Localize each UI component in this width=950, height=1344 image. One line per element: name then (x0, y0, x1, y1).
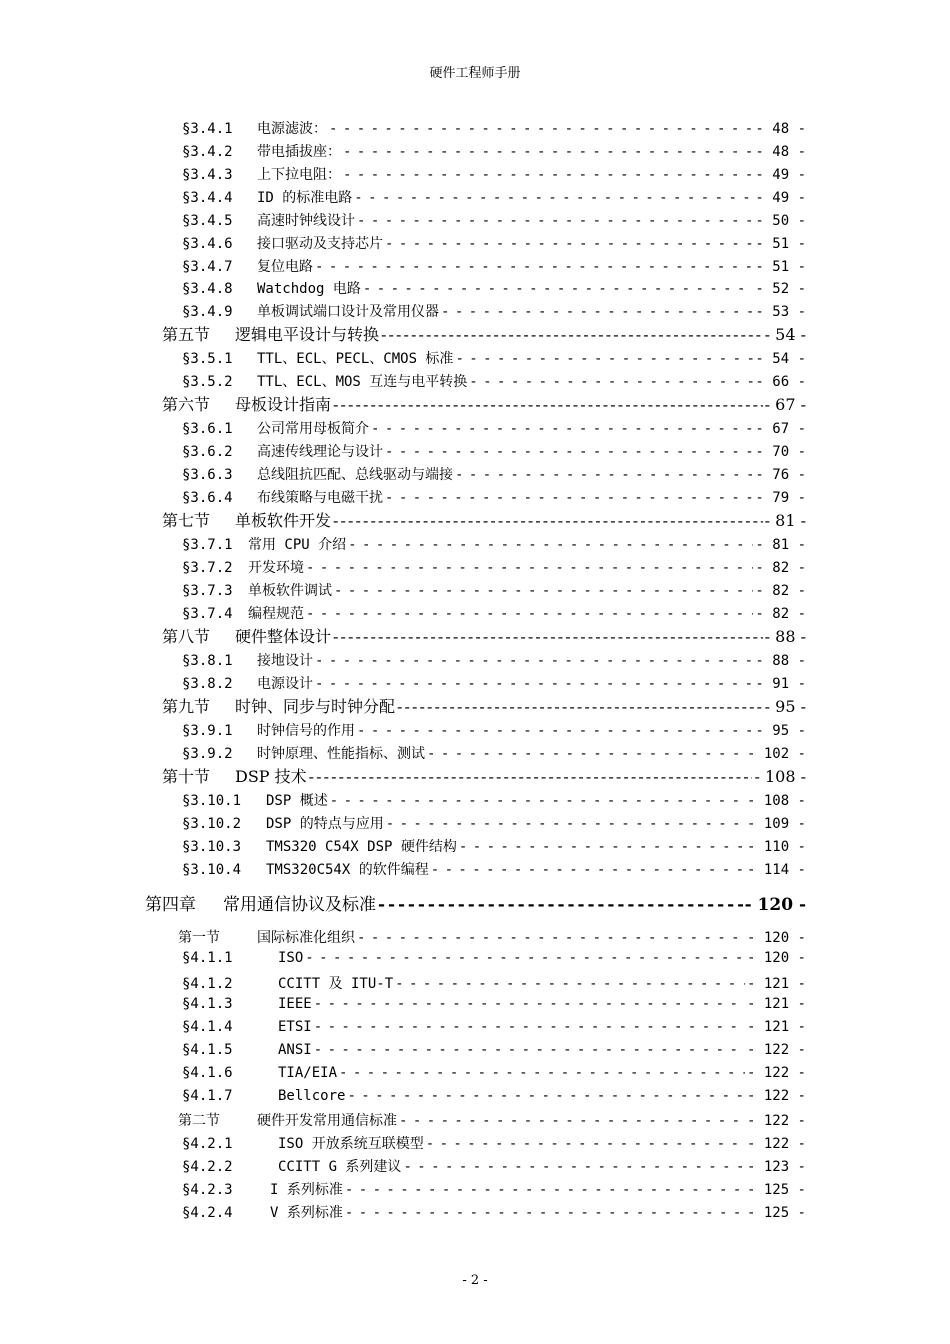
toc-entry-number: §3.10.3 (182, 839, 242, 855)
toc-entry-number: §4.1.1 (182, 950, 233, 966)
toc-entry-page: - 109 - (746, 816, 806, 832)
dot-leader (427, 746, 745, 762)
toc-entry-page: - 125 - (746, 1205, 806, 1221)
toc-entry-title: ID 的标准电路 (257, 190, 353, 206)
dot-leader (305, 950, 745, 966)
toc-entry[interactable] (182, 557, 806, 577)
toc-entry-title: ETSI (278, 1019, 312, 1035)
toc-entry-title: TTL、ECL、PECL、CMOS 标准 (257, 351, 454, 367)
toc-entry-number: §3.4.6 (182, 236, 233, 252)
dot-leader (354, 190, 753, 206)
toc-entry[interactable] (182, 603, 806, 623)
toc-entry[interactable] (182, 164, 806, 184)
toc-entry-page: - 53 - (755, 304, 806, 320)
toc-entry-page: - 88 - (764, 627, 806, 646)
toc-section-heading[interactable] (162, 508, 806, 531)
toc-entry[interactable] (182, 1019, 806, 1035)
toc-entry-page: - 120 - (746, 950, 806, 966)
toc-entry-page: - 122 - (746, 1113, 806, 1129)
dot-leader (314, 996, 745, 1012)
page-number: - 2 - (462, 1273, 488, 1288)
toc-entry-page: - 79 - (755, 490, 806, 506)
toc-entry[interactable] (182, 673, 806, 693)
toc-entry-title: TTL、ECL、MOS 互连与电平转换 (257, 374, 468, 390)
toc-entry-number: §3.4.4 (182, 190, 233, 206)
toc-entry[interactable] (182, 720, 806, 740)
toc-entry-page: - 88 - (755, 653, 806, 669)
toc-entry-number: §4.1.6 (182, 1065, 233, 1081)
toc-entry-number: §4.1.3 (182, 996, 233, 1012)
toc-entry-number: 第四章 (145, 895, 196, 915)
toc-entry-number: §3.6.4 (182, 490, 233, 506)
toc-entry-number: §3.7.4 (182, 606, 233, 622)
dot-leader (330, 793, 745, 809)
toc-entry-title: ANSI (278, 1042, 312, 1058)
dot-leader (357, 213, 753, 229)
dot-leader (455, 351, 753, 367)
toc-entry[interactable] (182, 996, 806, 1012)
toc-entry-page: - 123 - (746, 1159, 806, 1175)
toc-entry[interactable] (182, 301, 806, 321)
toc-entry-title: 常用 CPU 介绍 (248, 537, 347, 553)
toc-entry-page: - 67 - (755, 421, 806, 437)
dot-leader (333, 511, 763, 530)
toc-entry-title: 硬件整体设计 (235, 627, 332, 646)
toc-entry-number: 第五节 (162, 325, 211, 344)
toc-entry-title: ISO 开放系统互联模型 (278, 1136, 424, 1152)
toc-entry-number: §3.10.1 (182, 793, 242, 809)
toc-entry-page: - 122 - (746, 1088, 806, 1104)
toc-entry[interactable] (182, 256, 806, 276)
toc-entry-number: §3.6.3 (182, 467, 233, 483)
toc-entry[interactable] (182, 1156, 806, 1176)
toc-entry[interactable] (182, 118, 806, 138)
toc-entry-number: §3.5.2 (182, 374, 233, 390)
dot-leader (403, 1159, 745, 1175)
toc-entry[interactable] (182, 1088, 806, 1104)
toc-entry-title: 常用通信协议及标准 (223, 895, 376, 915)
dot-leader (345, 1205, 745, 1221)
toc-entry-number: §4.1.7 (182, 1088, 233, 1104)
toc-entry-title: 时钟信号的作用 (257, 723, 355, 739)
toc-entry-title: 编程规范 (248, 606, 304, 622)
toc-entry[interactable] (182, 534, 806, 554)
dot-leader (334, 583, 753, 599)
toc-entry-page: - 54 - (764, 325, 806, 344)
toc-entry[interactable] (182, 418, 806, 438)
dot-leader (345, 1182, 745, 1198)
dot-leader (371, 421, 753, 437)
toc-entry-number: 第六节 (162, 395, 211, 414)
toc-entry-number: §3.10.4 (182, 862, 242, 878)
toc-entry-number: §3.4.9 (182, 304, 233, 320)
toc-entry-page: - 51 - (755, 236, 806, 252)
toc-entry[interactable] (182, 973, 806, 993)
toc-entry[interactable] (182, 441, 806, 461)
dot-leader (347, 1088, 745, 1104)
toc-entry-page: - 48 - (755, 121, 806, 137)
toc-entry-title: 上下拉电阻： (257, 167, 341, 183)
dot-leader (441, 304, 753, 320)
toc-entry[interactable] (182, 141, 806, 161)
toc-entry-number: 第八节 (162, 627, 211, 646)
toc-entry-page: - 122 - (746, 1065, 806, 1081)
toc-entry-title: I 系列标准 (270, 1182, 343, 1198)
toc-entry-number: §4.1.4 (182, 1019, 233, 1035)
toc-entry-title: 公司常用母板简介 (257, 421, 369, 437)
toc-entry-page: - 52 - (755, 281, 806, 297)
dot-leader (333, 627, 763, 646)
toc-entry-title: 高速传线理论与设计 (257, 444, 383, 460)
toc-entry[interactable] (182, 790, 806, 810)
toc-entry-page: - 82 - (755, 583, 806, 599)
toc-entry-number: §3.9.1 (182, 723, 233, 739)
toc-entry-page: - 120 - (744, 895, 806, 915)
toc-entry[interactable] (182, 371, 806, 391)
dot-leader (455, 467, 753, 483)
toc-entry-number: 第一节 (178, 930, 220, 946)
dot-leader (363, 281, 754, 297)
toc-entry-number: §4.2.4 (182, 1205, 233, 1221)
toc-entry-page: - 70 - (755, 444, 806, 460)
toc-entry-number: §3.7.1 (182, 537, 233, 553)
dot-leader (343, 167, 753, 183)
toc-entry-title: 时钟、同步与时钟分配 (235, 697, 396, 716)
toc-entry[interactable] (182, 743, 806, 763)
toc-entry-number: §4.2.2 (182, 1159, 233, 1175)
toc-entry[interactable] (182, 348, 806, 368)
dot-leader (357, 930, 745, 946)
dot-leader (459, 839, 745, 855)
toc-entry-page: - 95 - (764, 697, 806, 716)
dot-leader (306, 560, 753, 576)
toc-section-heading[interactable] (162, 392, 806, 415)
toc-section-heading[interactable] (162, 322, 806, 345)
dot-leader (469, 374, 753, 390)
dot-leader (357, 723, 753, 739)
toc-entry-title: 时钟原理、性能指标、测试 (257, 746, 425, 762)
toc-section-heading[interactable] (178, 927, 806, 947)
toc-entry-page: - 122 - (746, 1136, 806, 1152)
toc-entry-title: 接口驱动及支持芯片 (257, 236, 383, 252)
toc-entry-page: - 76 - (755, 467, 806, 483)
toc-entry-number: 第七节 (162, 511, 211, 530)
dot-leader (314, 1042, 745, 1058)
toc-entry-number: §3.4.5 (182, 213, 233, 229)
toc-entry[interactable] (182, 278, 806, 298)
toc-entry-number: §3.4.8 (182, 281, 233, 297)
toc-entry-number: §3.6.1 (182, 421, 233, 437)
dot-leader (315, 676, 753, 692)
dot-leader (378, 895, 743, 915)
dot-leader (385, 444, 753, 460)
toc-entry-title: 开发环境 (248, 560, 304, 576)
dot-leader (426, 1136, 745, 1152)
dot-leader (315, 653, 753, 669)
toc-entry-title: 逻辑电平设计与转换 (235, 325, 380, 344)
toc-entry-number: §3.4.1 (182, 121, 233, 137)
toc-entry[interactable] (182, 1133, 806, 1153)
toc-entry-title: 硬件开发常用通信标准 (257, 1113, 397, 1129)
toc-entry[interactable] (182, 187, 806, 207)
toc-entry[interactable] (182, 836, 806, 856)
toc-entry-page: - 120 - (746, 930, 806, 946)
toc-entry-page: - 66 - (755, 374, 806, 390)
dot-leader (343, 144, 753, 160)
dot-leader (397, 697, 763, 716)
toc-entry[interactable] (182, 233, 806, 253)
toc-entry-number: §3.8.2 (182, 676, 233, 692)
toc-entry-title: 单板软件开发 (235, 511, 332, 530)
toc-entry-page: - 102 - (746, 746, 806, 762)
toc-entry-title: 电源滤波： (257, 121, 327, 137)
dot-leader (329, 121, 753, 137)
toc-section-heading[interactable] (162, 624, 806, 647)
dot-leader (314, 1019, 745, 1035)
toc-entry-title: TMS320 C54X DSP 硬件结构 (266, 839, 457, 855)
toc-entry-page: - 91 - (755, 676, 806, 692)
toc-entry-title: 布线策略与电磁干扰 (257, 490, 383, 506)
toc-entry[interactable] (182, 650, 806, 670)
dot-leader (385, 490, 753, 506)
dot-leader (431, 862, 745, 878)
toc-entry-page: - 49 - (755, 167, 806, 183)
toc-entry[interactable] (182, 1179, 806, 1199)
toc-entry-title: 单板软件调试 (248, 583, 332, 599)
toc-entry-page: - 51 - (755, 259, 806, 275)
dot-leader (333, 395, 763, 414)
dot-leader (395, 976, 745, 992)
toc-entry-number: §3.4.7 (182, 259, 233, 275)
toc-entry-title: DSP 技术 (235, 767, 307, 786)
toc-entry[interactable] (182, 580, 806, 600)
toc-entry-title: 高速时钟线设计 (257, 213, 355, 229)
dot-leader (381, 325, 763, 344)
toc-section-heading[interactable] (162, 764, 806, 787)
toc-entry[interactable] (182, 464, 806, 484)
toc-entry-page: - 48 - (755, 144, 806, 160)
toc-entry-number: 第十节 (162, 767, 211, 786)
toc-section-heading[interactable] (178, 1110, 806, 1130)
toc-entry-page: - 54 - (755, 351, 806, 367)
toc-entry-page: - 82 - (755, 560, 806, 576)
toc-entry-number: §4.2.3 (182, 1182, 233, 1198)
toc-entry-page: - 114 - (746, 862, 806, 878)
toc-entry-page: - 122 - (746, 1042, 806, 1058)
toc-entry-number: §3.6.2 (182, 444, 233, 460)
toc-entry-number: §3.10.2 (182, 816, 242, 832)
toc-entry-title: TIA/EIA (278, 1065, 338, 1081)
dot-leader (385, 236, 753, 252)
toc-entry[interactable] (182, 487, 806, 507)
toc-entry-number: §3.7.3 (182, 583, 233, 599)
toc-entry-number: §3.8.1 (182, 653, 233, 669)
toc-entry[interactable] (182, 859, 806, 879)
toc-entry-title: CCITT 及 ITU-T (278, 976, 394, 992)
toc-entry-number: §3.5.1 (182, 351, 233, 367)
dot-leader (306, 606, 753, 622)
toc-entry-page: - 81 - (755, 537, 806, 553)
toc-entry-title: 带电插拔座： (257, 144, 341, 160)
running-header: 硬件工程师手册 (429, 66, 521, 81)
toc-entry-title: 电源设计 (257, 676, 313, 692)
toc-chapter-heading[interactable] (145, 890, 806, 915)
toc-entry-page: - 82 - (755, 606, 806, 622)
toc-entry-title: 接地设计 (257, 653, 313, 669)
toc-entry[interactable] (182, 813, 806, 833)
dot-leader (386, 816, 745, 832)
toc-entry-title: CCITT G 系列建议 (278, 1159, 402, 1175)
toc-entry-page: - 108 - (746, 793, 806, 809)
toc-entry-page: - 95 - (755, 723, 806, 739)
toc-entry-page: - 121 - (746, 976, 806, 992)
toc-entry-title: V 系列标准 (270, 1205, 343, 1221)
toc-entry-title: 总线阻抗匹配、总线驱动与端接 (257, 467, 453, 483)
toc-entry-number: §3.9.2 (182, 746, 233, 762)
toc-entry-number: §3.4.2 (182, 144, 233, 160)
toc-entry-number: §3.7.2 (182, 560, 233, 576)
toc-entry[interactable] (182, 950, 806, 966)
toc-entry-title: DSP 概述 (266, 793, 328, 809)
toc-entry-number: §3.4.3 (182, 167, 233, 183)
dot-leader (348, 537, 753, 553)
toc-entry-page: - 121 - (746, 996, 806, 1012)
toc-entry-number: §4.1.5 (182, 1042, 233, 1058)
toc-entry-number: 第九节 (162, 697, 211, 716)
toc-entry[interactable] (182, 1202, 806, 1222)
toc-entry-number: 第二节 (178, 1113, 220, 1129)
dot-leader (339, 1065, 745, 1081)
toc-section-heading[interactable] (162, 694, 806, 717)
toc-entry-page: - 108 - (754, 767, 806, 786)
toc-entry-page: - 49 - (755, 190, 806, 206)
toc-entry-number: §4.2.1 (182, 1136, 233, 1152)
toc-entry-title: TMS320C54X 的软件编程 (266, 862, 429, 878)
toc-entry-title: 单板调试端口设计及常用仪器 (257, 304, 439, 320)
toc-entry-title: 国际标准化组织 (257, 930, 355, 946)
toc-entry-number: §4.1.2 (182, 976, 233, 992)
toc-entry-page: - 125 - (746, 1182, 806, 1198)
toc-entry[interactable] (182, 1065, 806, 1081)
toc-entry-title: 母板设计指南 (235, 395, 332, 414)
toc-entry-title: IEEE (278, 996, 312, 1012)
toc-entry-page: - 81 - (764, 511, 806, 530)
toc-entry-page: - 50 - (755, 213, 806, 229)
toc-entry-page: - 67 - (764, 395, 806, 414)
toc-entry-title: 复位电路 (257, 259, 313, 275)
toc-entry-title: Bellcore (278, 1088, 346, 1104)
dot-leader (399, 1113, 745, 1129)
toc-entry-page: - 121 - (746, 1019, 806, 1035)
toc-entry-title: ISO (278, 950, 304, 966)
dot-leader (315, 259, 753, 275)
toc-entry-page: - 110 - (746, 839, 806, 855)
dot-leader (309, 767, 753, 786)
toc-entry[interactable] (182, 210, 806, 230)
toc-entry-title: DSP 的特点与应用 (266, 816, 384, 832)
toc-entry[interactable] (182, 1042, 806, 1058)
toc-entry-title: Watchdog 电路 (257, 281, 361, 297)
